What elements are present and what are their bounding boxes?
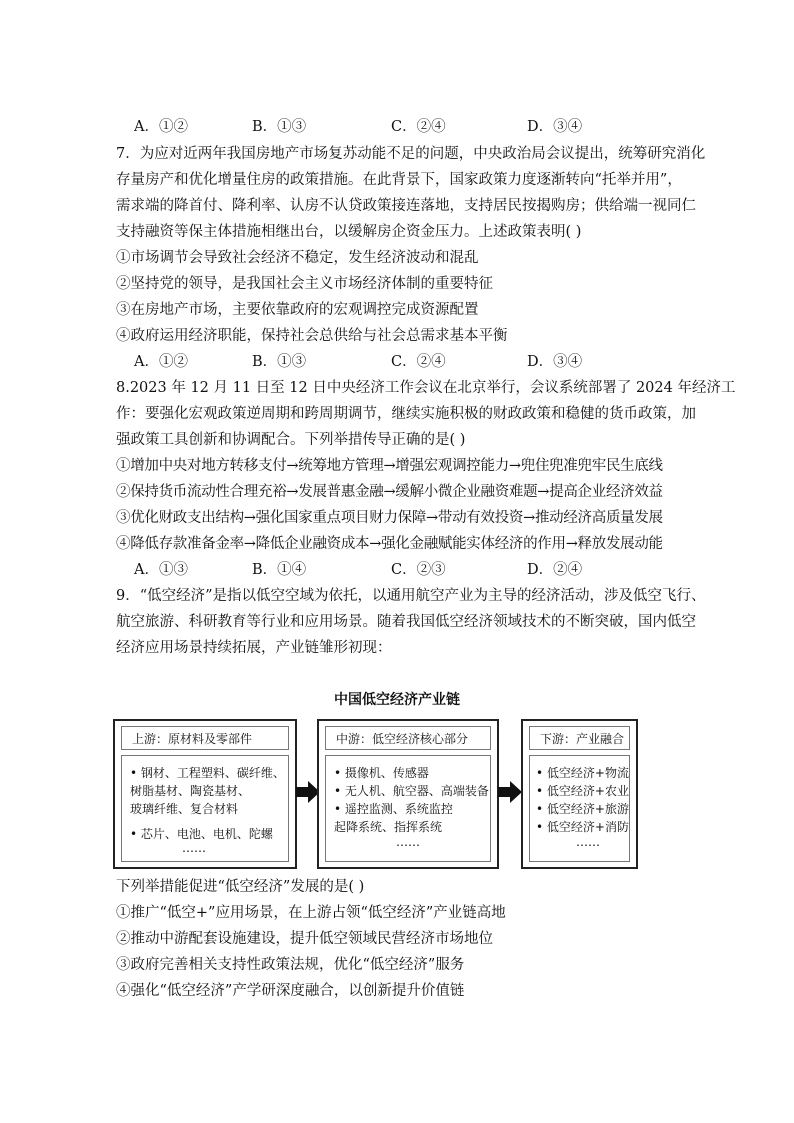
q8-option-a: A．①③: [134, 562, 188, 578]
q9-stem-line: 9．“低空经济”是指以低空空域为依托，以通用航空产业为主导的经济活动，涉及低空飞行、: [116, 588, 706, 604]
q7-stem-line: 支持融资等保主体措施相继出台，以缓解房企资金压力。上述政策表明( ): [116, 224, 582, 240]
q9-choice-2: ②推动中游配套设施建设，提升低空领域民营经济市场地位: [116, 931, 493, 947]
q8-choice-3: ③优化财政支出结构→强化国家重点项目财力保障→带动有效投资→推动经济高质量发展: [116, 510, 663, 526]
downstream-item: • 低空经济+农业: [536, 784, 629, 798]
q6-option-c: C．②④: [391, 119, 446, 135]
q8-choice-4: ④降低存款准备金率→降低企业融资成本→强化金融赋能实体经济的作用→释放发展动能: [116, 536, 663, 552]
q9-choice-3: ③政府完善相关支持性政策法规，优化“低空经济”服务: [116, 957, 465, 973]
q7-option-c: C．②④: [391, 354, 446, 370]
q7-choice-4: ④政府运用经济职能，保持社会总供给与社会总需求基本平衡: [116, 328, 508, 344]
downstream-item: • 低空经济+物流: [536, 766, 629, 780]
q7-option-d: D．③④: [527, 354, 583, 370]
upstream-item: • 钢材、工程塑料、碳纤维、: [130, 766, 285, 780]
midstream-item: 起降系统、指挥系统: [334, 820, 443, 834]
midstream-box: [317, 719, 499, 869]
q9-question: 下列举措能促进“低空经济”发展的是( ): [116, 879, 365, 895]
q8-option-d: D．②④: [527, 562, 583, 578]
q9-stem-line: 航空旅游、科研教育等行业和应用场景。随着我国低空经济领域技术的不断突破，国内低空: [116, 614, 696, 630]
q8-choice-1: ①增加中央对地方转移支付→统筹地方管理→增强宏观调控能力→兜住兜准兜牢民生底线: [116, 458, 663, 474]
q7-option-a: A．①②: [134, 354, 188, 370]
q8-stem-line: 强政策工具创新和协调配合。下列举措传导正确的是( ): [116, 432, 466, 448]
q9-choice-1: ①推广“低空+”应用场景，在上游占领“低空经济”产业链高地: [116, 905, 506, 921]
midstream-list: [325, 755, 491, 862]
midstream-heading: 中游：低空经济核心部分: [325, 726, 491, 750]
q8-option-b: B．①④: [252, 562, 307, 578]
arrow-right-icon: [498, 781, 522, 803]
downstream-list: [529, 755, 630, 862]
q7-option-b: B．①③: [252, 354, 307, 370]
downstream-item: • 低空经济+旅游: [536, 802, 629, 816]
q7-options: [134, 352, 694, 372]
q6-option-b: B．①③: [252, 119, 307, 135]
upstream-item: • 芯片、电池、电机、陀螺: [130, 827, 273, 841]
downstream-box: [521, 719, 638, 869]
upstream-list: [121, 755, 289, 862]
q8-stem-line: 作：要强化宏观政策逆周期和跨周期调节，继续实施积极的财政政策和稳健的货币政策，加: [116, 406, 696, 422]
q7-stem-line: 需求端的降首付、降利率、认房不认贷政策接连落地，支持居民按揭购房；供给端一视同仁: [116, 198, 696, 214]
downstream-heading: 下游：产业融合: [529, 726, 630, 750]
q7-choice-2: ②坚持党的领导，是我国社会主义市场经济体制的重要特征: [116, 276, 493, 292]
upstream-box: [113, 719, 297, 869]
q6-option-a: A．①②: [134, 119, 188, 135]
upstream-more: ……: [182, 841, 206, 855]
q7-choice-1: ①市场调节会导致社会经济不稳定，发生经济波动和混乱: [116, 250, 479, 266]
downstream-item: • 低空经济+消防: [536, 820, 629, 834]
q6-option-d: D．③④: [527, 119, 583, 135]
q9-choice-4: ④强化“低空经济”产学研深度融合，以创新提升价值链: [116, 983, 465, 999]
upstream-heading: 上游：原材料及零部件: [121, 726, 289, 750]
downstream-more: ……: [576, 835, 600, 849]
midstream-more: ……: [396, 835, 420, 849]
q7-choice-3: ③在房地产市场，主要依靠政府的宏观调控完成资源配置: [116, 302, 479, 318]
upstream-item: 玻璃纤维、复合材料: [130, 802, 239, 816]
q9-stem-line: 经济应用场景持续拓展，产业链雏形初现：: [116, 640, 392, 656]
q8-stem-line: 8.2023 年 12 月 11 日至 12 日中央经济工作会议在北京举行，会议系统部署了 2024 年经济工: [116, 380, 736, 396]
midstream-item: • 摄像机、传感器: [334, 766, 429, 780]
q7-stem-line: 存量房产和优化增量住房的政策措施。在此背景下，国家政策力度逐渐转向“托举并用”，: [116, 172, 682, 188]
diagram-title: 中国低空经济产业链: [334, 692, 460, 708]
q8-option-c: C．②③: [391, 562, 446, 578]
q7-stem-line: 7．为应对近两年我国房地产市场复苏动能不足的问题，中央政治局会议提出，统筹研究消化: [116, 146, 706, 162]
midstream-item: • 无人机、航空器、高端装备: [334, 784, 489, 798]
q8-options: [134, 560, 694, 580]
q6-options: [134, 117, 694, 137]
upstream-item: 树脂基材、陶瓷基材、: [130, 784, 251, 798]
q8-choice-2: ②保持货币流动性合理充裕→发展普惠金融→缓解小微企业融资难题→提高企业经济效益: [116, 484, 663, 500]
midstream-item: • 遥控监测、系统监控: [334, 802, 453, 816]
